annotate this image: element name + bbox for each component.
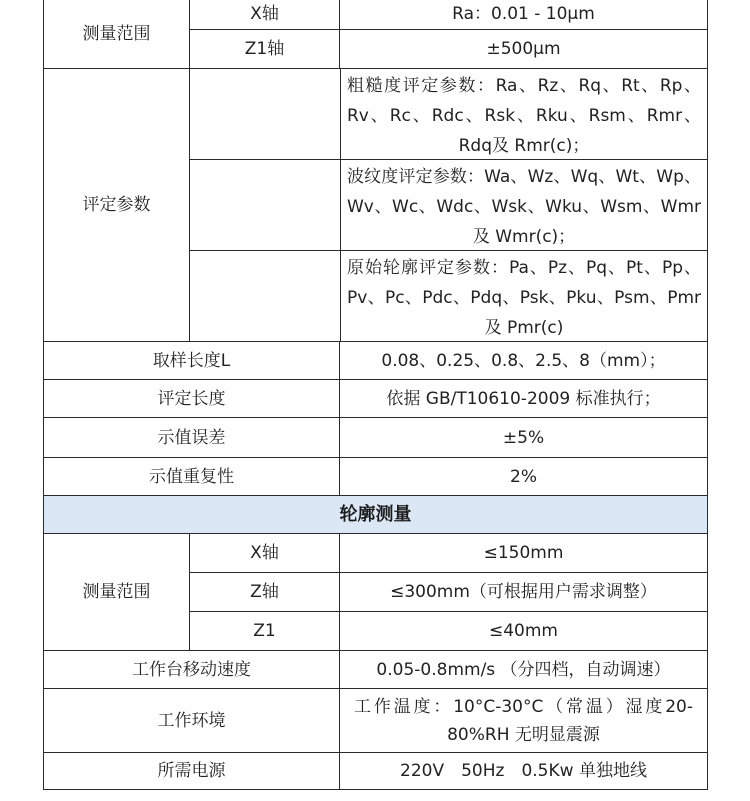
contour-measure-range-label: 测量范围: [44, 534, 190, 651]
measure-range-label: 测量范围: [44, 0, 190, 69]
primary-spacer: [190, 251, 341, 341]
sampling-length-label: 取样长度L: [44, 342, 340, 380]
stage-speed-label: 工作台移动速度: [44, 651, 340, 689]
table-row: [44, 380, 708, 418]
evaluation-length-value: 依据 GB/T10610-2009 标准执行；: [340, 380, 708, 418]
eval-params-cell: [190, 69, 708, 160]
power-value: 220V 50Hz 0.5Kw 单独地线: [340, 753, 708, 790]
table-row: [44, 651, 708, 689]
contour-z1-value: ≤40mm: [340, 612, 708, 651]
repeatability-value: 2%: [340, 458, 708, 496]
section-header-row: [44, 496, 708, 534]
table-row: [44, 689, 708, 753]
table-row: [44, 458, 708, 496]
stage-speed-value: 0.05-0.8mm/s （分四档，自动调速）: [340, 651, 708, 689]
roughness-params: 粗糙度评定参数：Ra、Rz、Rq、Rt、Rp、Rv、Rc、Rdc、Rsk、Rku、Rsm、Rmr、Rdq及 Rmr(c)；: [347, 76, 701, 156]
waviness-params: 波纹度评定参数：Wa、Wz、Wq、Wt、Wp、Wv、Wc、Wdc、Wsk、Wku、Wsm、Wmr 及 Wmr(c)；: [347, 167, 701, 247]
primary-cell: [190, 251, 708, 342]
waviness-cell: [190, 160, 708, 251]
eval-params-label: 评定参数: [44, 69, 190, 342]
sampling-length-value: 0.08、0.25、0.8、2.5、8（mm）；: [340, 342, 708, 380]
eval-params-spacer: [190, 69, 341, 159]
x-axis-value: Ra：0.01 - 10μm: [340, 0, 708, 30]
contour-z-axis-value: ≤300mm（可根据用户需求调整）: [340, 573, 708, 612]
contour-x-axis-label: X轴: [190, 534, 340, 573]
table-row: [44, 418, 708, 458]
z1-axis-label: Z1轴: [190, 30, 340, 69]
waviness-spacer: [190, 160, 341, 250]
table-row: [44, 534, 708, 573]
table-row: [44, 0, 708, 30]
primary-params: 原始轮廓评定参数：Pa、Pz、Pq、Pt、Pp、Pv、Pc、Pdc、Pdq、Psk、Pku、Psm、Pmr 及 Pmr(c): [347, 258, 701, 338]
environment-value: 工作温度：10°C-30°C（常温）湿度20-80%RH 无明显震源: [340, 689, 708, 753]
contour-x-axis-value: ≤150mm: [340, 534, 708, 573]
environment-label: 工作环境: [44, 689, 340, 753]
power-label: 所需电源: [44, 753, 340, 790]
x-axis-label: X轴: [190, 0, 340, 30]
indication-error-value: ±5%: [340, 418, 708, 458]
z1-axis-value: ±500μm: [340, 30, 708, 69]
table-row: [44, 342, 708, 380]
contour-z-axis-label: Z轴: [190, 573, 340, 612]
contour-z1-label: Z1: [190, 612, 340, 651]
repeatability-label: 示值重复性: [44, 458, 340, 496]
spec-table: [43, 0, 708, 790]
table-row: [44, 753, 708, 790]
section-title: 轮廓测量: [44, 496, 708, 534]
table-row: [44, 69, 708, 160]
indication-error-label: 示值误差: [44, 418, 340, 458]
evaluation-length-label: 评定长度: [44, 380, 340, 418]
